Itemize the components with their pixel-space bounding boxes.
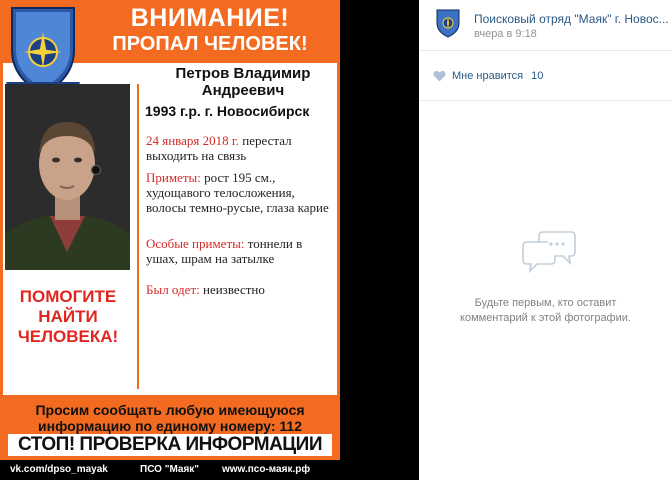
clothes-text: Был одет: неизвестно (146, 282, 265, 297)
poster-divider (137, 84, 139, 389)
like-label: Мне нравится (452, 70, 524, 82)
stop-verification-banner: СТОП! ПРОВЕРКА ИНФОРМАЦИИ (8, 434, 332, 456)
person-name-line2: Андреевич (201, 82, 285, 99)
like-button[interactable] (433, 68, 543, 84)
report-request (4, 402, 336, 434)
post-timestamp[interactable]: вчера в 9:18 (474, 28, 537, 40)
footer-vk: vk.com/dpso_mayak (10, 464, 108, 475)
person-name-line1: Петров Владимир (175, 65, 311, 82)
report-request-line: Просим сообщать любую имеющуюся (35, 402, 305, 418)
help-line: ПОМОГИТЕ (19, 287, 117, 306)
person-birth-city: 1993 г.р. г. Новосибирск (145, 103, 310, 119)
help-line: НАЙТИ (38, 307, 98, 326)
no-comments-line: комментарий к этой фотографии. (460, 312, 631, 324)
footer-site: www.псо-маяк.рф (222, 464, 311, 475)
comments-icon (521, 228, 577, 280)
special-features-text: Особые приметы: тоннели в ушах, шрам на затылке (146, 236, 303, 266)
divider (419, 50, 672, 51)
help-find-callout (8, 287, 128, 347)
footer-org: ПСО "Маяк" (140, 464, 200, 475)
photo-side-panel (419, 0, 672, 480)
divider (419, 100, 672, 101)
poster-subheading: ПРОПАЛ ЧЕЛОВЕК! (112, 33, 308, 55)
person-photo (5, 84, 130, 270)
poster-footer (0, 460, 340, 480)
features-text: Приметы: рост 195 см., худощавого телосложения, волосы темно-русые, глаза карие (146, 170, 329, 215)
report-request-line: информацию по единому номеру: 112 (38, 418, 302, 434)
viewer-gutter (340, 0, 419, 480)
heart-icon (433, 70, 446, 82)
no-comments-message (439, 296, 652, 326)
lighthouse-emblem-icon[interactable] (435, 8, 461, 38)
poster-heading: ВНИМАНИЕ! (130, 4, 290, 32)
post-author-link[interactable]: Поисковый отряд "Маяк" г. Новос... (474, 12, 669, 26)
help-line: ЧЕЛОВЕКА! (17, 327, 119, 346)
no-comments-line: Будьте первым, кто оставит (474, 297, 617, 309)
last-contact-text: 24 января 2018 г. перестал выходить на связь (146, 133, 292, 163)
like-count[interactable]: 10 (531, 70, 544, 82)
